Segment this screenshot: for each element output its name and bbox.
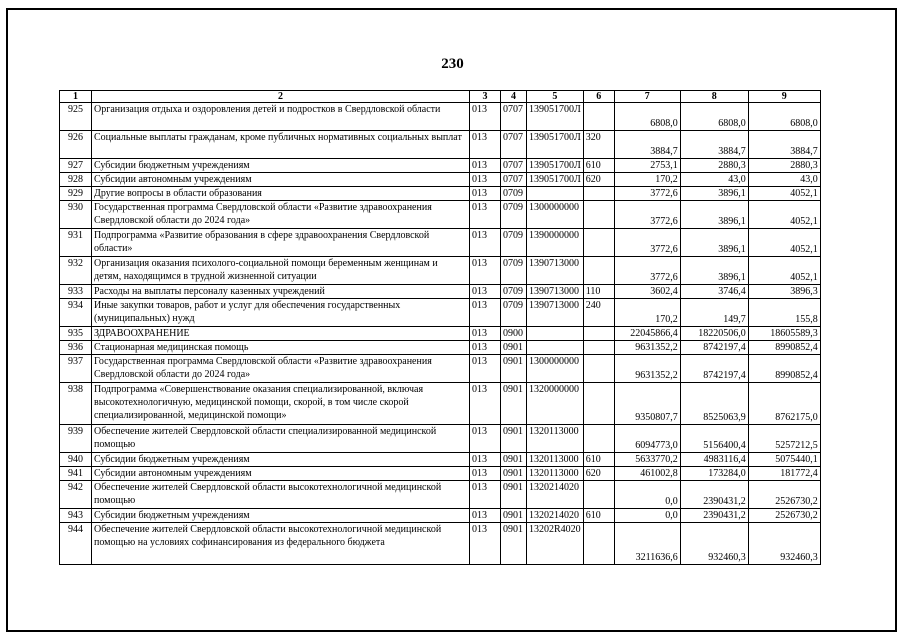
row-name: Организация отдыха и оздоровления детей и подростков в Свердловской области: [92, 103, 470, 131]
value-year-1: 22045866,4: [614, 327, 680, 341]
code-admin: 013: [470, 355, 501, 383]
value-year-3: 8762175,0: [748, 383, 820, 425]
col-header-7: 7: [614, 91, 680, 103]
value-year-3: 2880,3: [748, 159, 820, 173]
code-expense: [583, 383, 614, 425]
row-number: 925: [60, 103, 92, 131]
value-year-2: 3896,1: [680, 229, 748, 257]
code-expense: 240: [583, 299, 614, 327]
table-row: [60, 299, 821, 327]
table-row: [60, 187, 821, 201]
value-year-2: 2390431,2: [680, 481, 748, 509]
code-section: 0709: [501, 285, 527, 299]
row-name: Другие вопросы в области образования: [92, 187, 470, 201]
code-section: 0901: [501, 383, 527, 425]
row-number: 930: [60, 201, 92, 229]
code-target: [527, 341, 584, 355]
value-year-1: 3772,6: [614, 187, 680, 201]
code-target: [527, 187, 584, 201]
table-row: [60, 159, 821, 173]
value-year-3: 3884,7: [748, 131, 820, 159]
row-name: Стационарная медицинская помощь: [92, 341, 470, 355]
table-row: [60, 201, 821, 229]
row-name: Подпрограмма «Развитие образования в сфере здравоохранения Свердловской области»: [92, 229, 470, 257]
value-year-2: 3896,1: [680, 187, 748, 201]
value-year-2: 3746,4: [680, 285, 748, 299]
value-year-2: 8525063,9: [680, 383, 748, 425]
code-section: 0901: [501, 509, 527, 523]
table-row: [60, 467, 821, 481]
code-expense: [583, 103, 614, 131]
row-number: 935: [60, 327, 92, 341]
value-year-3: 8990852,4: [748, 341, 820, 355]
value-year-2: 932460,3: [680, 523, 748, 565]
code-admin: 013: [470, 299, 501, 327]
code-admin: 013: [470, 257, 501, 285]
code-section: 0901: [501, 355, 527, 383]
row-name: Подпрограмма «Совершенствование оказания специализированной, включая высокотехнологичную, медицинской помощи, скорой, в том числе скорой специализированной, медицинской помощи»: [92, 383, 470, 425]
row-name: ЗДРАВООХРАНЕНИЕ: [92, 327, 470, 341]
table-row: [60, 285, 821, 299]
code-admin: 013: [470, 201, 501, 229]
value-year-2: 43,0: [680, 173, 748, 187]
row-name: Иные закупки товаров, работ и услуг для обеспечения государственных (муниципальных) нужд: [92, 299, 470, 327]
code-admin: 013: [470, 467, 501, 481]
value-year-3: 8990852,4: [748, 355, 820, 383]
code-section: 0709: [501, 299, 527, 327]
row-number: 937: [60, 355, 92, 383]
code-expense: 610: [583, 509, 614, 523]
table-row: [60, 383, 821, 425]
code-admin: 013: [470, 509, 501, 523]
budget-table: [59, 90, 821, 565]
code-admin: 013: [470, 523, 501, 565]
value-year-3: 4052,1: [748, 257, 820, 285]
value-year-3: 5257212,5: [748, 425, 820, 453]
code-admin: 013: [470, 173, 501, 187]
code-target: 1320214020: [527, 509, 584, 523]
table-row: [60, 173, 821, 187]
value-year-3: 4052,1: [748, 201, 820, 229]
value-year-1: 9631352,2: [614, 341, 680, 355]
table-row: [60, 341, 821, 355]
row-name: Государственная программа Свердловской области «Развитие здравоохранения Свердловской области до 2024 года»: [92, 355, 470, 383]
code-expense: 610: [583, 453, 614, 467]
row-number: 926: [60, 131, 92, 159]
row-name: Субсидии бюджетным учреждениям: [92, 159, 470, 173]
code-expense: [583, 229, 614, 257]
code-admin: 013: [470, 285, 501, 299]
code-target: 1320113000: [527, 467, 584, 481]
row-number: 931: [60, 229, 92, 257]
code-section: 0901: [501, 481, 527, 509]
code-expense: [583, 425, 614, 453]
code-expense: [583, 341, 614, 355]
row-number: 939: [60, 425, 92, 453]
value-year-1: 9350807,7: [614, 383, 680, 425]
value-year-2: 18220506,0: [680, 327, 748, 341]
code-target: 139051700Л: [527, 103, 584, 131]
row-name: Государственная программа Свердловской области «Развитие здравоохранения Свердловской области до 2024 года»: [92, 201, 470, 229]
row-number: 940: [60, 453, 92, 467]
value-year-3: 43,0: [748, 173, 820, 187]
code-target: 1390000000: [527, 229, 584, 257]
row-number: 934: [60, 299, 92, 327]
row-number: 929: [60, 187, 92, 201]
table-row: [60, 453, 821, 467]
row-number: 942: [60, 481, 92, 509]
code-expense: 620: [583, 467, 614, 481]
row-number: 928: [60, 173, 92, 187]
value-year-1: 170,2: [614, 299, 680, 327]
col-header-1: 1: [60, 91, 92, 103]
code-section: 0707: [501, 131, 527, 159]
value-year-3: 4052,1: [748, 229, 820, 257]
table-row: [60, 327, 821, 341]
row-name: Субсидии автономным учреждениям: [92, 467, 470, 481]
code-target: 139051700Л: [527, 173, 584, 187]
code-expense: [583, 187, 614, 201]
code-admin: 013: [470, 229, 501, 257]
code-admin: 013: [470, 453, 501, 467]
table-row: [60, 257, 821, 285]
code-admin: 013: [470, 383, 501, 425]
code-target: 1320000000: [527, 383, 584, 425]
page-number: 230: [441, 56, 464, 72]
col-header-3: 3: [470, 91, 501, 103]
code-target: 1320214020: [527, 481, 584, 509]
code-expense: [583, 355, 614, 383]
value-year-2: 173284,0: [680, 467, 748, 481]
code-expense: [583, 201, 614, 229]
code-section: 0709: [501, 257, 527, 285]
col-header-9: 9: [748, 91, 820, 103]
code-admin: 013: [470, 327, 501, 341]
code-expense: 320: [583, 131, 614, 159]
code-target: 1390713000: [527, 257, 584, 285]
code-admin: 013: [470, 103, 501, 131]
code-target: 1390713000: [527, 285, 584, 299]
code-target: 139051700Л: [527, 159, 584, 173]
code-expense: 110: [583, 285, 614, 299]
value-year-2: 3896,1: [680, 257, 748, 285]
code-target: 1300000000: [527, 201, 584, 229]
col-header-4: 4: [501, 91, 527, 103]
code-section: 0707: [501, 159, 527, 173]
value-year-2: 3884,7: [680, 131, 748, 159]
value-year-2: 5156400,4: [680, 425, 748, 453]
code-admin: 013: [470, 481, 501, 509]
code-section: 0901: [501, 425, 527, 453]
code-expense: 610: [583, 159, 614, 173]
table-row: [60, 103, 821, 131]
code-expense: [583, 523, 614, 565]
value-year-1: 3772,6: [614, 201, 680, 229]
row-name: Обеспечение жителей Свердловской области высокотехнологичной медицинской помощью: [92, 481, 470, 509]
value-year-1: 9631352,2: [614, 355, 680, 383]
row-name: Субсидии бюджетным учреждениям: [92, 509, 470, 523]
value-year-2: 149,7: [680, 299, 748, 327]
code-section: 0901: [501, 467, 527, 481]
row-name: Расходы на выплаты персоналу казенных учреждений: [92, 285, 470, 299]
col-header-6: 6: [583, 91, 614, 103]
value-year-1: 2753,1: [614, 159, 680, 173]
value-year-1: 461002,8: [614, 467, 680, 481]
table-row: [60, 425, 821, 453]
code-expense: [583, 327, 614, 341]
value-year-2: 8742197,4: [680, 355, 748, 383]
col-header-8: 8: [680, 91, 748, 103]
value-year-3: 2526730,2: [748, 481, 820, 509]
code-target: 1390713000: [527, 299, 584, 327]
row-number: 938: [60, 383, 92, 425]
value-year-1: 3772,6: [614, 257, 680, 285]
value-year-1: 170,2: [614, 173, 680, 187]
table-row: [60, 131, 821, 159]
code-target: 139051700Л: [527, 131, 584, 159]
value-year-2: 3896,1: [680, 201, 748, 229]
value-year-1: 6808,0: [614, 103, 680, 131]
value-year-1: 3772,6: [614, 229, 680, 257]
value-year-3: 932460,3: [748, 523, 820, 565]
value-year-3: 181772,4: [748, 467, 820, 481]
code-target: 1320113000: [527, 453, 584, 467]
code-admin: 013: [470, 187, 501, 201]
code-admin: 013: [470, 131, 501, 159]
row-name: Обеспечение жителей Свердловской области специализированной медицинской помощью: [92, 425, 470, 453]
value-year-2: 6808,0: [680, 103, 748, 131]
col-header-5: 5: [527, 91, 584, 103]
row-number: 932: [60, 257, 92, 285]
value-year-3: 4052,1: [748, 187, 820, 201]
code-section: 0900: [501, 327, 527, 341]
code-admin: 013: [470, 159, 501, 173]
row-number: 936: [60, 341, 92, 355]
value-year-3: 3896,3: [748, 285, 820, 299]
code-target: [527, 327, 584, 341]
value-year-1: 0,0: [614, 509, 680, 523]
code-section: 0901: [501, 341, 527, 355]
value-year-1: 0,0: [614, 481, 680, 509]
table-row: [60, 355, 821, 383]
row-number: 927: [60, 159, 92, 173]
value-year-2: 4983116,4: [680, 453, 748, 467]
value-year-3: 155,8: [748, 299, 820, 327]
value-year-3: 5075440,1: [748, 453, 820, 467]
code-target: 1320113000: [527, 425, 584, 453]
code-section: 0709: [501, 187, 527, 201]
code-section: 0709: [501, 201, 527, 229]
value-year-2: 8742197,4: [680, 341, 748, 355]
code-admin: 013: [470, 425, 501, 453]
table-row: [60, 229, 821, 257]
code-section: 0901: [501, 453, 527, 467]
value-year-1: 5633770,2: [614, 453, 680, 467]
row-name: Обеспечение жителей Свердловской области высокотехнологичной медицинской помощью на условиях софинансирования из федерального бюджета: [92, 523, 470, 565]
row-number: 933: [60, 285, 92, 299]
code-section: 0707: [501, 173, 527, 187]
value-year-2: 2390431,2: [680, 509, 748, 523]
row-name: Организация оказания психолого-социальной помощи беременным женщинам и детям, находящимся в трудной жизненной ситуации: [92, 257, 470, 285]
value-year-3: 18605589,3: [748, 327, 820, 341]
code-expense: 620: [583, 173, 614, 187]
row-number: 943: [60, 509, 92, 523]
row-name: Субсидии автономным учреждениям: [92, 173, 470, 187]
table-row: [60, 523, 821, 565]
value-year-2: 2880,3: [680, 159, 748, 173]
row-name: Социальные выплаты гражданам, кроме публичных нормативных социальных выплат: [92, 131, 470, 159]
value-year-1: 3211636,6: [614, 523, 680, 565]
value-year-3: 2526730,2: [748, 509, 820, 523]
code-expense: [583, 257, 614, 285]
col-header-2: 2: [92, 91, 470, 103]
row-name: Субсидии бюджетным учреждениям: [92, 453, 470, 467]
table-row: [60, 481, 821, 509]
value-year-3: 6808,0: [748, 103, 820, 131]
row-number: 941: [60, 467, 92, 481]
row-number: 944: [60, 523, 92, 565]
value-year-1: 6094773,0: [614, 425, 680, 453]
code-target: 13202R4020: [527, 523, 584, 565]
value-year-1: 3884,7: [614, 131, 680, 159]
code-section: 0709: [501, 229, 527, 257]
value-year-1: 3602,4: [614, 285, 680, 299]
code-expense: [583, 481, 614, 509]
code-admin: 013: [470, 341, 501, 355]
table-row: [60, 509, 821, 523]
code-target: 1300000000: [527, 355, 584, 383]
header-row: [60, 91, 821, 103]
code-section: 0901: [501, 523, 527, 565]
code-section: 0707: [501, 103, 527, 131]
